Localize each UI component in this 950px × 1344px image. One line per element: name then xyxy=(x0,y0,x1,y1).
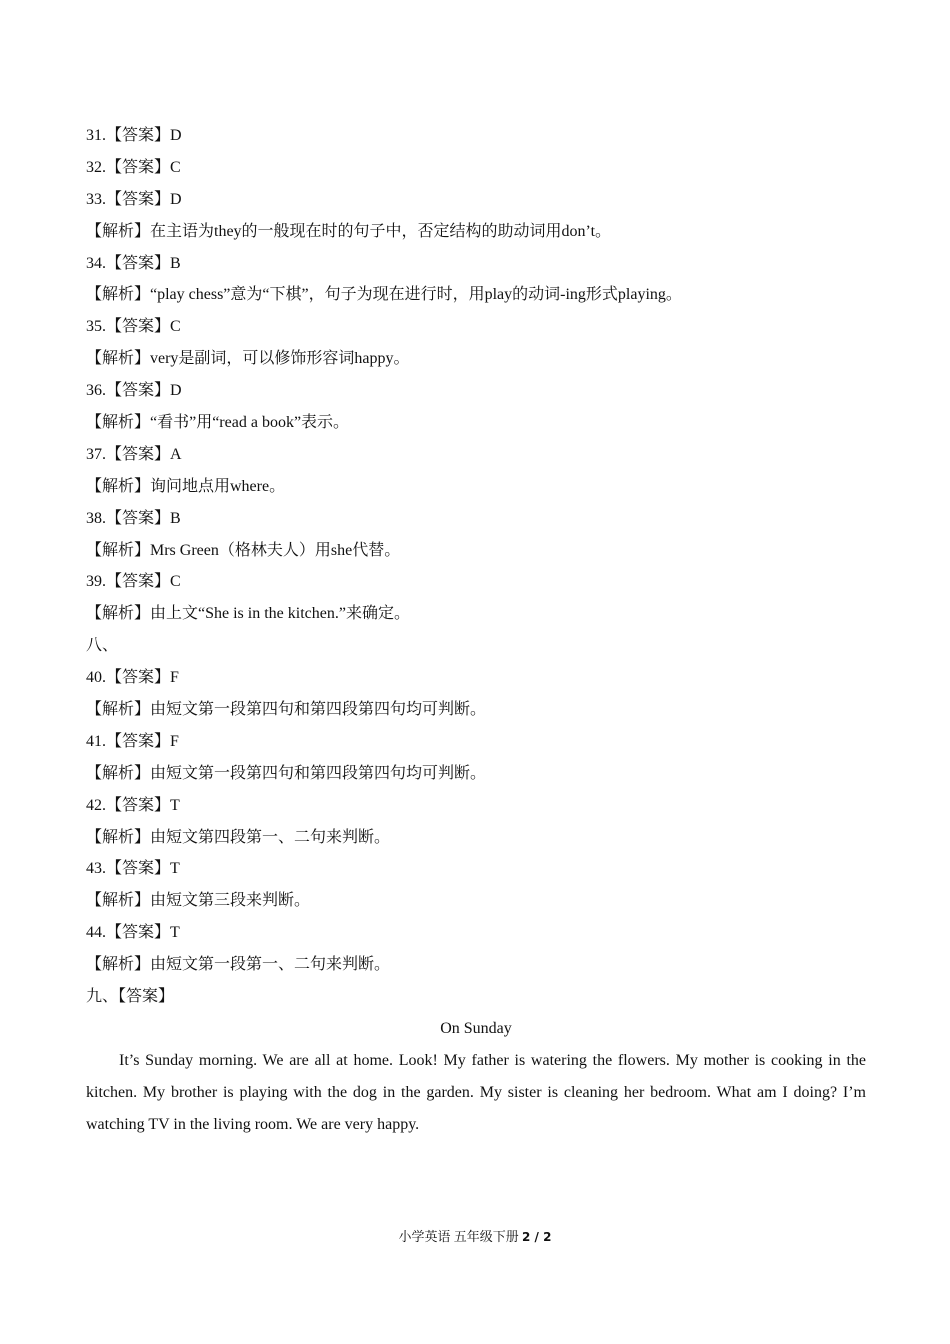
explanation-line: 【解析】由短文第四段第一、二句来判断。 xyxy=(86,828,391,846)
explanation-line: 【解析】“看书”用“read a book”表示。 xyxy=(86,414,350,432)
answer-line: 34.【答案】B xyxy=(86,254,181,272)
explanation-line: 【解析】由短文第三段来判断。 xyxy=(86,892,311,910)
explanation-line: 【解析】Mrs Green（格林夫人）用she代替。 xyxy=(86,541,401,559)
answer-line: 43.【答案】T xyxy=(86,860,180,878)
answer-line: 44.【答案】T xyxy=(86,924,180,942)
answer-line: 41.【答案】F xyxy=(86,732,179,750)
section-heading: 九、【答案】 xyxy=(86,988,175,1006)
answer-line: 37.【答案】A xyxy=(86,445,182,463)
section-heading: 八、 xyxy=(86,637,119,655)
explanation-line: 【解析】由上文“She is in the kitchen.”来确定。 xyxy=(86,605,410,623)
explanation-line: 【解析】询问地点用where。 xyxy=(86,477,286,495)
page-footer xyxy=(0,1227,950,1247)
answer-content xyxy=(86,120,866,1141)
answer-line: 32.【答案】C xyxy=(86,158,181,176)
answer-line: 33.【答案】D xyxy=(86,190,182,208)
page-number: 2 / 2 xyxy=(522,1230,552,1244)
answer-line: 39.【答案】C xyxy=(86,573,181,591)
explanation-line: 【解析】由短文第一段第一、二句来判断。 xyxy=(86,956,391,974)
explanation-line: 【解析】“play chess”意为“下棋”，句子为现在进行时，用play的动词-ing形式playing。 xyxy=(86,286,682,304)
answer-line: 40.【答案】F xyxy=(86,669,179,687)
essay-title: On Sunday xyxy=(440,1019,512,1037)
footer-subject: 小学英语 五年级下册 xyxy=(398,1229,519,1244)
explanation-line: 【解析】very是副词，可以修饰形容词happy。 xyxy=(86,350,410,368)
answer-line: 38.【答案】B xyxy=(86,509,181,527)
explanation-line: 【解析】由短文第一段第四句和第四段第四句均可判断。 xyxy=(86,764,487,782)
answer-line: 31.【答案】D xyxy=(86,127,182,144)
essay-body: It’s Sunday morning. We are all at home. Look! My father is watering the flowers. My mother is cooking in the kitchen. My brother is playing with the dog in the garden. My sister is cleaning her bedroom. What am I doing? I’m watching TV in the living room. We are very happy. xyxy=(86,1051,866,1133)
explanation-line: 【解析】由短文第一段第四句和第四段第四句均可判断。 xyxy=(86,701,487,719)
answer-line: 36.【答案】D xyxy=(86,382,182,400)
answer-line: 42.【答案】T xyxy=(86,796,180,814)
explanation-line: 【解析】在主语为they的一般现在时的句子中，否定结构的助动词用don’t。 xyxy=(86,222,612,240)
answer-line: 35.【答案】C xyxy=(86,318,181,336)
